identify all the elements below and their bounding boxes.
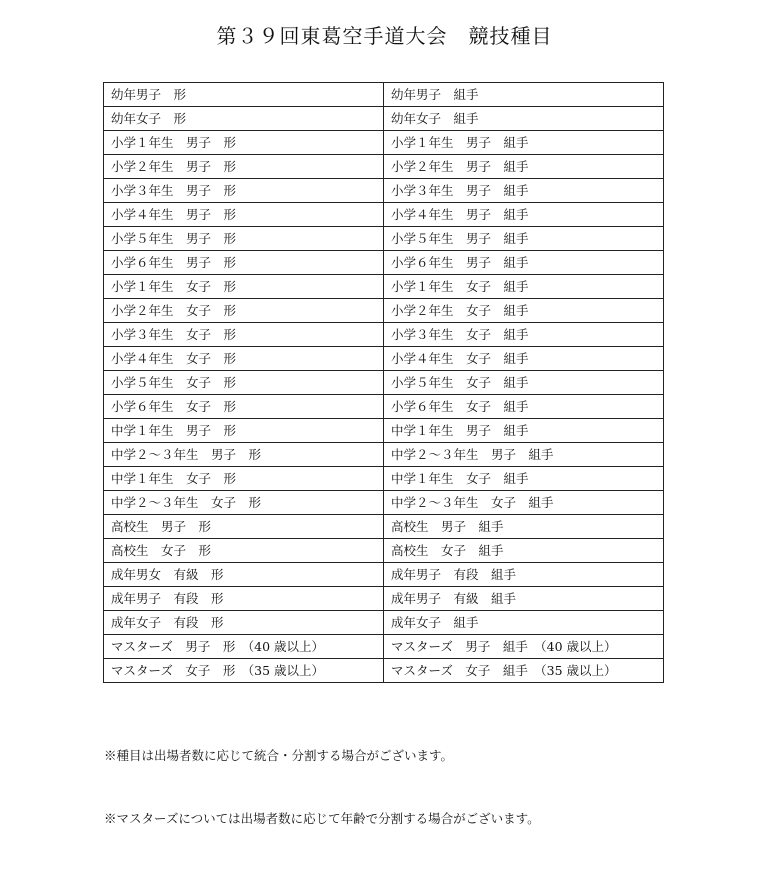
- kumite-event-cell: 成年男子 有段 組手: [384, 563, 664, 587]
- kumite-event-cell: 小学４年生 女子 組手: [384, 347, 664, 371]
- kumite-event-cell: 小学４年生 男子 組手: [384, 203, 664, 227]
- table-row: [104, 611, 664, 635]
- table-row: [104, 395, 664, 419]
- kumite-event-cell: 小学２年生 男子 組手: [384, 155, 664, 179]
- note-masters-age: ※マスターズについては出場者数に応じて年齢で分割する場合がございます。: [104, 811, 540, 826]
- kata-event-cell: 小学２年生 男子 形: [104, 155, 384, 179]
- table-row: [104, 275, 664, 299]
- kumite-event-cell: 幼年男子 組手: [384, 83, 664, 107]
- kata-event-cell: 成年男子 有段 形: [104, 587, 384, 611]
- table-row: [104, 443, 664, 467]
- kumite-event-cell: 小学５年生 女子 組手: [384, 371, 664, 395]
- kata-event-cell: マスターズ 女子 形 （35 歳以上）: [104, 659, 384, 683]
- kumite-event-cell: 高校生 男子 組手: [384, 515, 664, 539]
- table-row: [104, 299, 664, 323]
- kata-event-cell: 小学６年生 女子 形: [104, 395, 384, 419]
- table-row: [104, 635, 664, 659]
- kumite-event-cell: マスターズ 男子 組手 （40 歳以上）: [384, 635, 664, 659]
- kumite-event-cell: 小学１年生 女子 組手: [384, 275, 664, 299]
- table-row: [104, 491, 664, 515]
- table-row: [104, 227, 664, 251]
- kumite-event-cell: 成年女子 組手: [384, 611, 664, 635]
- kata-event-cell: 小学３年生 男子 形: [104, 179, 384, 203]
- kumite-event-cell: 中学２〜３年生 女子 組手: [384, 491, 664, 515]
- kumite-event-cell: 成年男子 有級 組手: [384, 587, 664, 611]
- kumite-event-cell: 小学３年生 女子 組手: [384, 323, 664, 347]
- kata-event-cell: 小学４年生 男子 形: [104, 203, 384, 227]
- kumite-event-cell: 高校生 女子 組手: [384, 539, 664, 563]
- kata-event-cell: 成年女子 有段 形: [104, 611, 384, 635]
- kata-event-cell: 高校生 男子 形: [104, 515, 384, 539]
- table-row: [104, 659, 664, 683]
- kata-event-cell: 小学５年生 女子 形: [104, 371, 384, 395]
- table-row: [104, 419, 664, 443]
- table-row: [104, 323, 664, 347]
- kata-event-cell: 中学２〜３年生 男子 形: [104, 443, 384, 467]
- kumite-event-cell: 小学６年生 女子 組手: [384, 395, 664, 419]
- kumite-event-cell: 小学３年生 男子 組手: [384, 179, 664, 203]
- notes-section: [104, 703, 540, 871]
- table-row: [104, 83, 664, 107]
- document-title: 第３９回東葛空手道大会 競技種目: [216, 24, 553, 48]
- kata-event-cell: 小学４年生 女子 形: [104, 347, 384, 371]
- table-row: [104, 515, 664, 539]
- kumite-event-cell: 幼年女子 組手: [384, 107, 664, 131]
- kumite-event-cell: 小学２年生 女子 組手: [384, 299, 664, 323]
- table-row: [104, 347, 664, 371]
- kumite-event-cell: 小学６年生 男子 組手: [384, 251, 664, 275]
- table-row: [104, 131, 664, 155]
- kumite-event-cell: 小学５年生 男子 組手: [384, 227, 664, 251]
- kata-event-cell: 小学６年生 男子 形: [104, 251, 384, 275]
- table-row: [104, 179, 664, 203]
- events-table-body: [104, 83, 664, 683]
- table-row: [104, 371, 664, 395]
- kata-event-cell: 幼年男子 形: [104, 83, 384, 107]
- kata-event-cell: 中学２〜３年生 女子 形: [104, 491, 384, 515]
- kata-event-cell: 小学２年生 女子 形: [104, 299, 384, 323]
- table-row: [104, 539, 664, 563]
- kata-event-cell: 成年男女 有級 形: [104, 563, 384, 587]
- kumite-event-cell: 中学１年生 男子 組手: [384, 419, 664, 443]
- kata-event-cell: 高校生 女子 形: [104, 539, 384, 563]
- kata-event-cell: 中学１年生 男子 形: [104, 419, 384, 443]
- kata-event-cell: 小学１年生 男子 形: [104, 131, 384, 155]
- kata-event-cell: 幼年女子 形: [104, 107, 384, 131]
- table-row: [104, 467, 664, 491]
- events-table: [103, 82, 664, 683]
- kumite-event-cell: 小学１年生 男子 組手: [384, 131, 664, 155]
- kata-event-cell: 小学１年生 女子 形: [104, 275, 384, 299]
- kumite-event-cell: 中学１年生 女子 組手: [384, 467, 664, 491]
- kata-event-cell: 小学３年生 女子 形: [104, 323, 384, 347]
- table-row: [104, 587, 664, 611]
- kumite-event-cell: 中学２〜３年生 男子 組手: [384, 443, 664, 467]
- kumite-event-cell: マスターズ 女子 組手 （35 歳以上）: [384, 659, 664, 683]
- kata-event-cell: 中学１年生 女子 形: [104, 467, 384, 491]
- note-merge-split: ※種目は出場者数に応じて統合・分割する場合がございます。: [104, 748, 454, 763]
- kata-event-cell: 小学５年生 男子 形: [104, 227, 384, 251]
- table-row: [104, 251, 664, 275]
- table-row: [104, 107, 664, 131]
- table-row: [104, 563, 664, 587]
- kata-event-cell: マスターズ 男子 形 （40 歳以上）: [104, 635, 384, 659]
- table-row: [104, 155, 664, 179]
- table-row: [104, 203, 664, 227]
